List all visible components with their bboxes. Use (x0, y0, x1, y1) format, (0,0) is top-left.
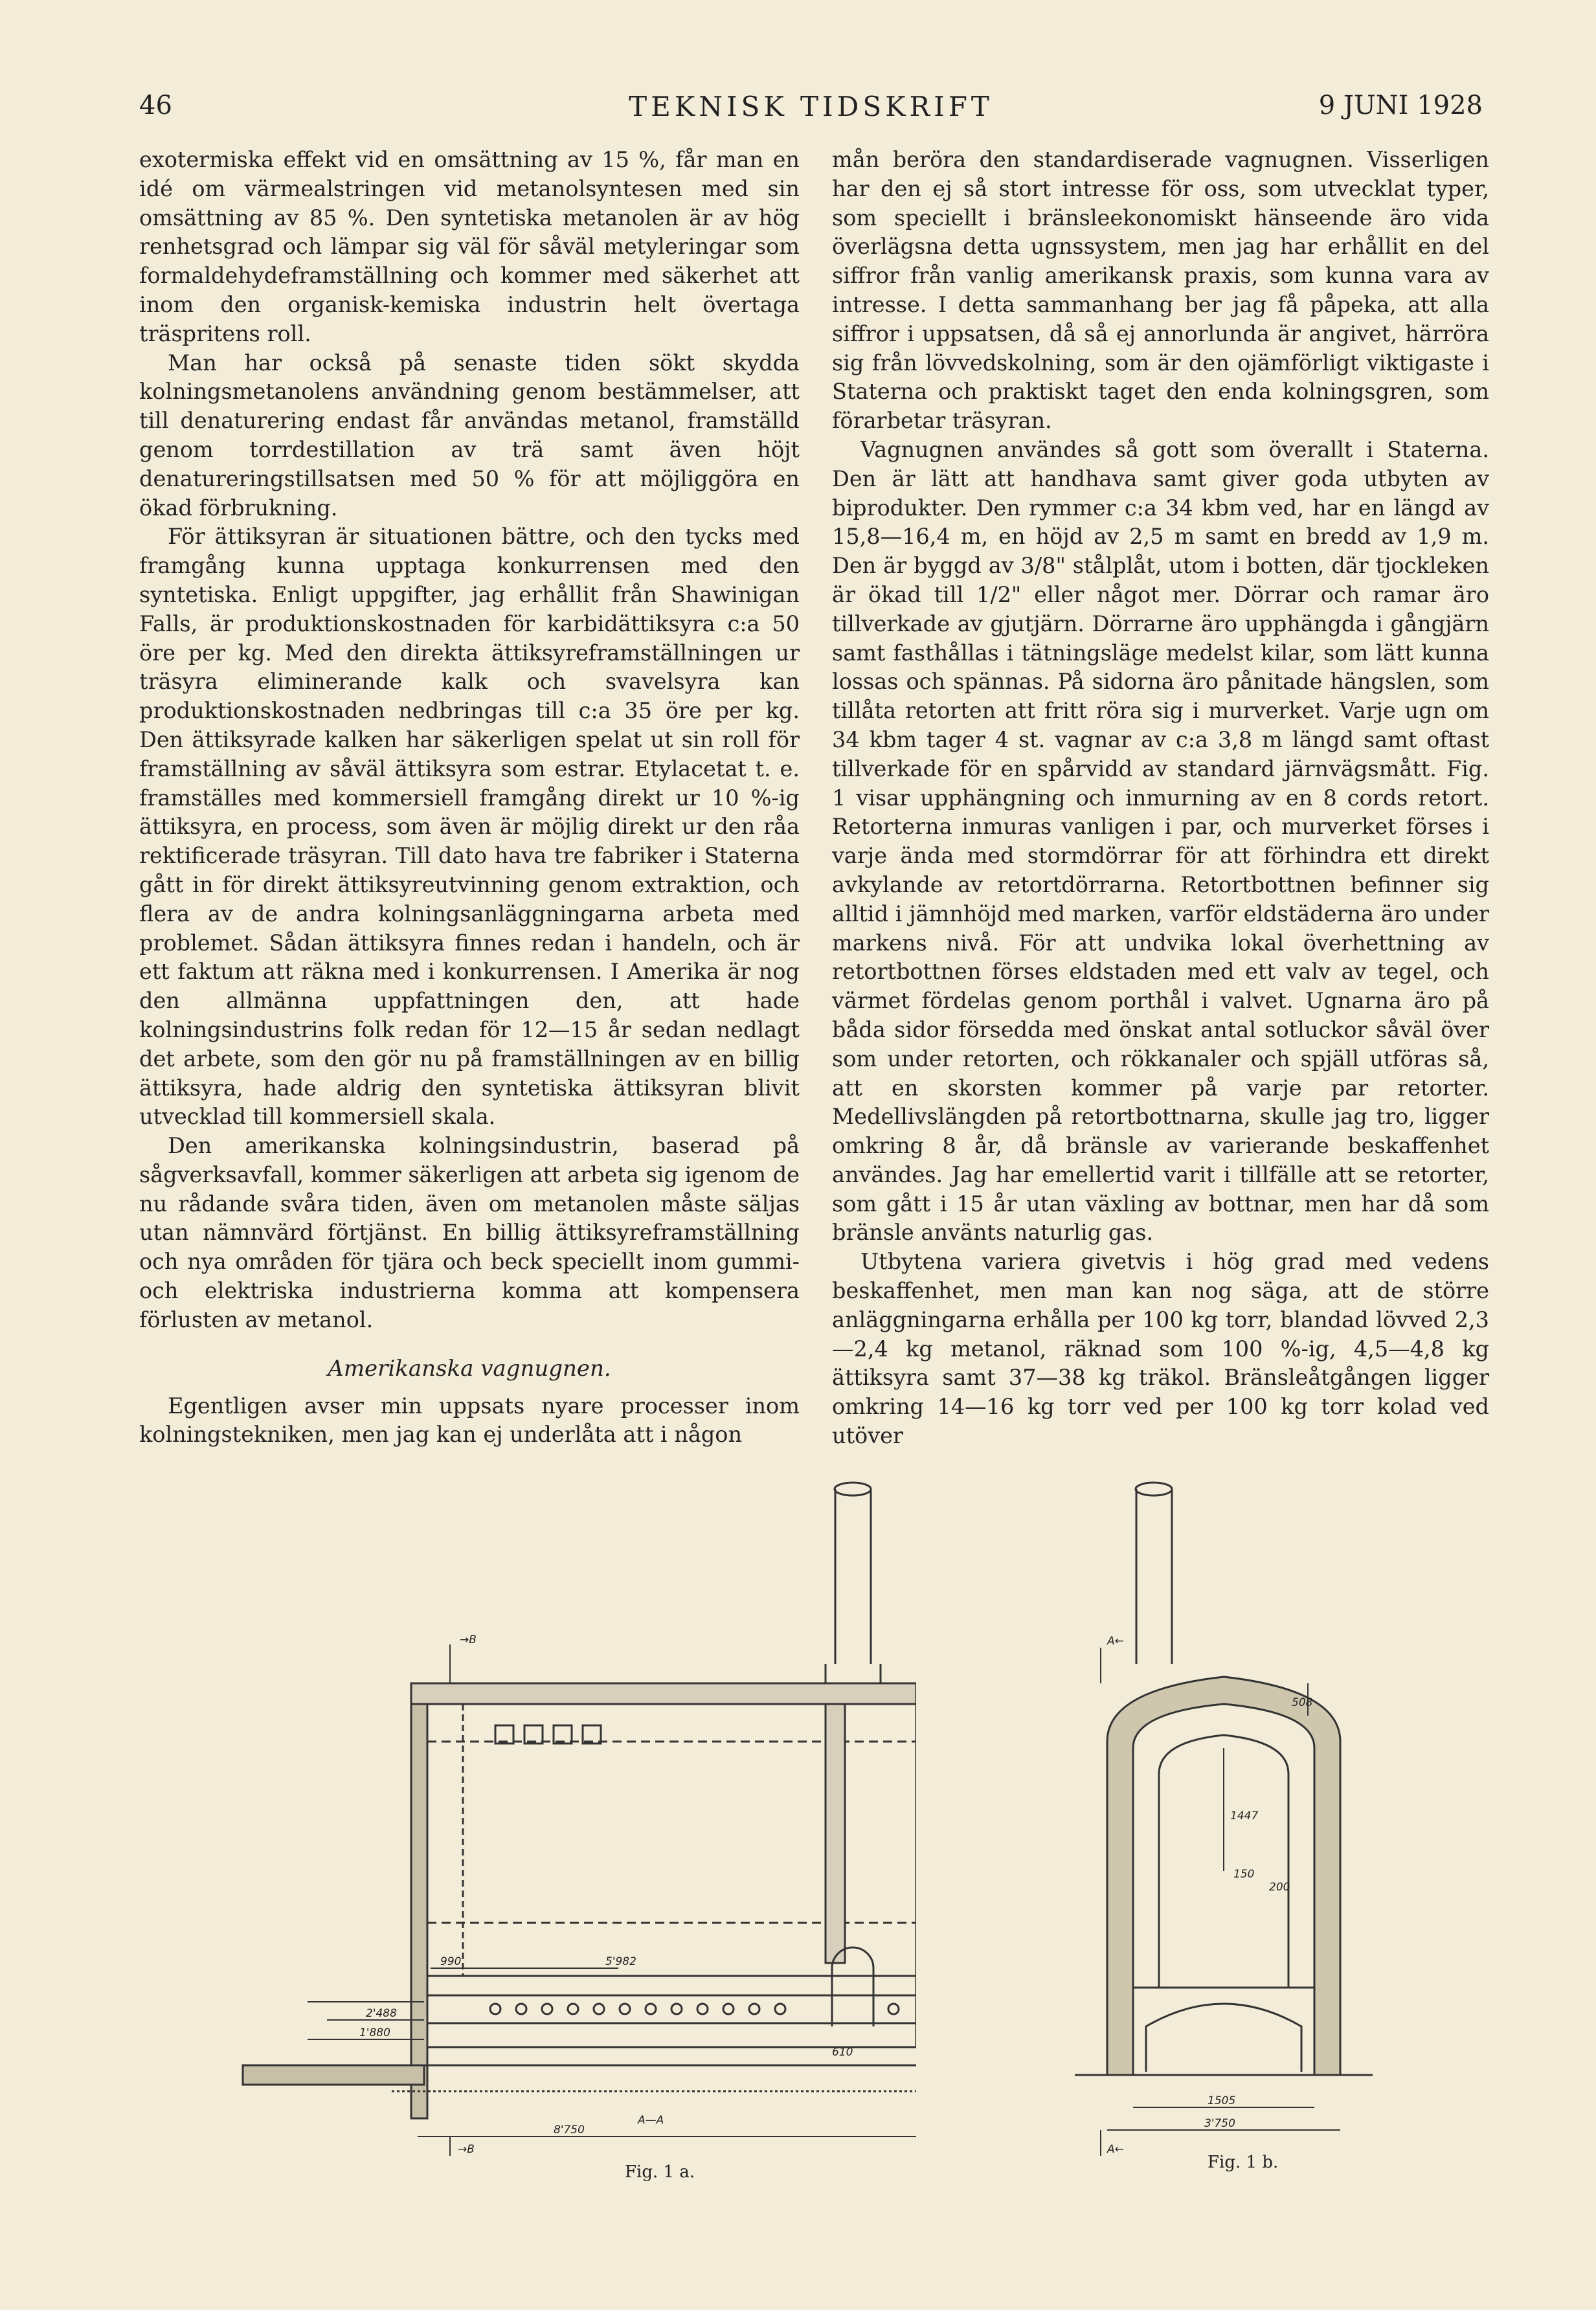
paragraph: För ättiksyran är situationen bättre, och den tycks med framgång kunna upptaga konkurrensen med den syntetiska. Enligt uppgifter, jag erhållit från Shawinigan Falls, är produktionskostnaden för karbidättiksyra c:a 50 öre per kg. Med den direkta ättiksyreframställningen ur träsyra eliminerande kalk och svavelsyra kan produktionskostnaden nedbringas till c:a 35 öre per kg. Den ättiksyrade kalken har säkerligen spelat ut sin roll för framställning av såväl ättiksyra som estrar. Etylacetat t. e. framställes med kommersiell framgång direkt ur 10 %-ig ättiksyra, en process, som även är möjlig direkt ur den råa rektificerade träsyran. Till dato hava tre fabriker i Staterna gått in för direkt ättiksyreutvinning genom extraktion, och flera av de andra kolningsanläggningarna arbeta med problemet. Sådan ättiksyra finnes redan i handeln, och är ett faktum att räkna med i konkurrensen. I Amerika är nog den allmänna uppfattningen den, att hade kolningsindustrins folk redan för 12—15 år sedan nedlagt det arbete, som den gör nu på framställningen av en billig ättiksyra, hade aldrig den syntetiska ättiksyran blivit utvecklad till kommersiell skala. (139, 524, 800, 1130)
paragraph: Vagnugnen användes så gott som överallt i Staterna. Den är lätt att handhava samt giver goda utbyten av biprodukter. Den rymmer c:a 34 kbm ved, har en längd av 15,8—16,4 m, en höjd av 2,5 m samt en bredd av 1,9 m. Den är byggd av 3/8" stålplåt, utom i botten, där tjockleken är ökad till 1/2" eller något mer. Dörrar och ramar äro tillverkade av gjutjärn. Dörrarne äro upphängda i gångjärn samt fasthållas i tätningsläge medelst kilar, som lätt kunna lossas och spännas. På sidorna äro pånitade hängslen, som tillåta retorten att fritt röra sig i murverket. Varje ugn om 34 kbm tager 4 st. vagnar av c:a 3,8 m längd samt oftast tillverkade för en spårvidd av standard järnvägsmått. Fig. 1 visar upphängning och inmurning av en 8 cords retort. Retorterna inmuras vanligen i par, och murverket förses i varje ända med stormdörrar för att förhindra ett direkt avkylande av retortdörrarna. Retortbottnen befinner sig alltid i jämnhöjd med marken, varför eldstäderna äro under markens nivå. För att undvika lokal överhettning av retortbottnen förses eldstaden med ett valv av tegel, och värmet fördelas genom porthål i valvet. Ugnarna äro på båda sidor försedda med önskat antal sotluckor såväl över som under retorten, och rökkanaler och spjäll utföras så, att en skorsten kommer på varje par retorter. Medellivslängden på retortbottnarna, skulle jag tro, ligger omkring 8 år, då bränsle av varierande beskaffenhet användes. Jag har emellertid varit i tillfälle att se retorter, som gått i 15 år utan växling av bottnar, men har då som bränsle använts naturlig gas. (832, 436, 1489, 1246)
left-column (139, 146, 800, 1450)
dimension-label: 5'982 (605, 1955, 636, 1968)
paragraph: exotermiska effekt vid en omsättning av 15 %, får man en idé om värmealstringen vid metanolsyntesen med sin omsättning av 85 %. Den syntetiska metanolen är av hög renhetsgrad och lämpar sig väl för såväl metyleringar som formaldehydeframställning och kommer med säkerhet att inom den organisk-kemiska industrin helt övertaga träspritens roll. (139, 147, 800, 346)
page-number: 46 (139, 91, 172, 120)
port-holes (490, 2004, 899, 2014)
figure-1a-caption: Fig. 1 a. (625, 2162, 695, 2182)
dimension-label: 990 (440, 1955, 462, 1968)
figure-1b-drawing (1075, 1470, 1373, 2156)
chimney (1136, 1489, 1172, 1664)
dimension-label: 150 (1233, 1868, 1255, 1881)
paragraph: Man har också på senaste tiden sökt skydda kolningsmetanolens användning genom bestämmelser, att till denaturering endast får användas metanol, framställd genom torrdestillation av trä samt även höjt denatureringstillsatsen med 50 % för att möjliggöra en ökad förbrukning. (139, 350, 800, 521)
top-brickwork (411, 1683, 916, 1704)
paragraph: Den amerikanska kolningsindustrin, baserad på sågverksavfall, kommer säkerligen att arbeta sig igenom de nu rådande svåra tiden, även om metanolen måste säljas utan nämnvärd förtjänst. En billig ättiksyreframställning och nya områden för tjära och beck speciellt inom gummi- och elektriska industrierna komma att kompensera förlusten av metanol. (139, 1133, 800, 1332)
dimension-label: 1505 (1208, 2094, 1236, 2107)
issue-date: 9 JUNI 1928 (1318, 91, 1483, 120)
dimension-label: 2'488 (366, 2007, 397, 2020)
label-section-a-bottom: A← (1107, 2143, 1124, 2156)
chimney (835, 1489, 871, 1664)
dimension-label: 610 (832, 2046, 853, 2059)
dimension-label: 8'750 (554, 2124, 585, 2136)
paragraph: Egentligen avser min uppsats nyare processer inom kolningstekniken, men jag kan ej underlåta att i någon (139, 1393, 800, 1448)
dimension-label: 1447 (1230, 1810, 1259, 1822)
figure-1b-caption: Fig. 1 b. (1208, 2153, 1279, 2172)
dimension-label: 508 (1292, 1696, 1313, 1709)
label-section-a-top: A← (1107, 1635, 1124, 1648)
section-heading: Amerikanska vagnugnen. (328, 1355, 611, 1382)
label-section-b-bottom: →B (458, 2143, 475, 2156)
chimney-top (835, 1483, 871, 1496)
dimension-label: 1'880 (359, 2026, 390, 2039)
dimension-label: 200 (1269, 1881, 1290, 1894)
dimension-label: 3'750 (1204, 2117, 1235, 2130)
running-header (139, 91, 1483, 129)
section-label: A—A (638, 2114, 664, 2127)
paragraph: mån beröra den standardiserade vagnugnen. Visserligen har den ej så stort intresse för oss, som utvecklat typer, som speciellt i bränsleekonomiskt hänseende äro vida överlägsna detta ugnssystem, men jag har erhållit en del siffror från vanlig amerikansk praxis, som kunna vara av intresse. I detta sammanhang ber jag få påpeka, att alla siffror i uppsatsen, då så ej annorlunda är angivet, härröra sig från lövvedskolning, som är den ojämförligt viktigaste i Staterna och praktiskt taget den enda kolningsgren, som förarbetar träsyran. (832, 147, 1489, 434)
figure-1a-drawing (217, 1470, 916, 2156)
right-column (832, 146, 1489, 1451)
label-section-b-top: →B (460, 1633, 477, 1646)
paragraph: Utbytena variera givetvis i hög grad med vedens beskaffenhet, men man kan nog säga, att de större anläggningarna erhålla per 100 kg torr, blandad lövved 2,3—2,4 kg metanol, räknad som 100 %-ig, 4,5—4,8 kg ättiksyra samt 37—38 kg träkol. Bränsleåtgången ligger omkring 14—16 kg torr ved per 100 kg torr kolad ved utöver (832, 1249, 1489, 1449)
journal-title: TEKNISK TIDSKRIFT (629, 91, 993, 122)
